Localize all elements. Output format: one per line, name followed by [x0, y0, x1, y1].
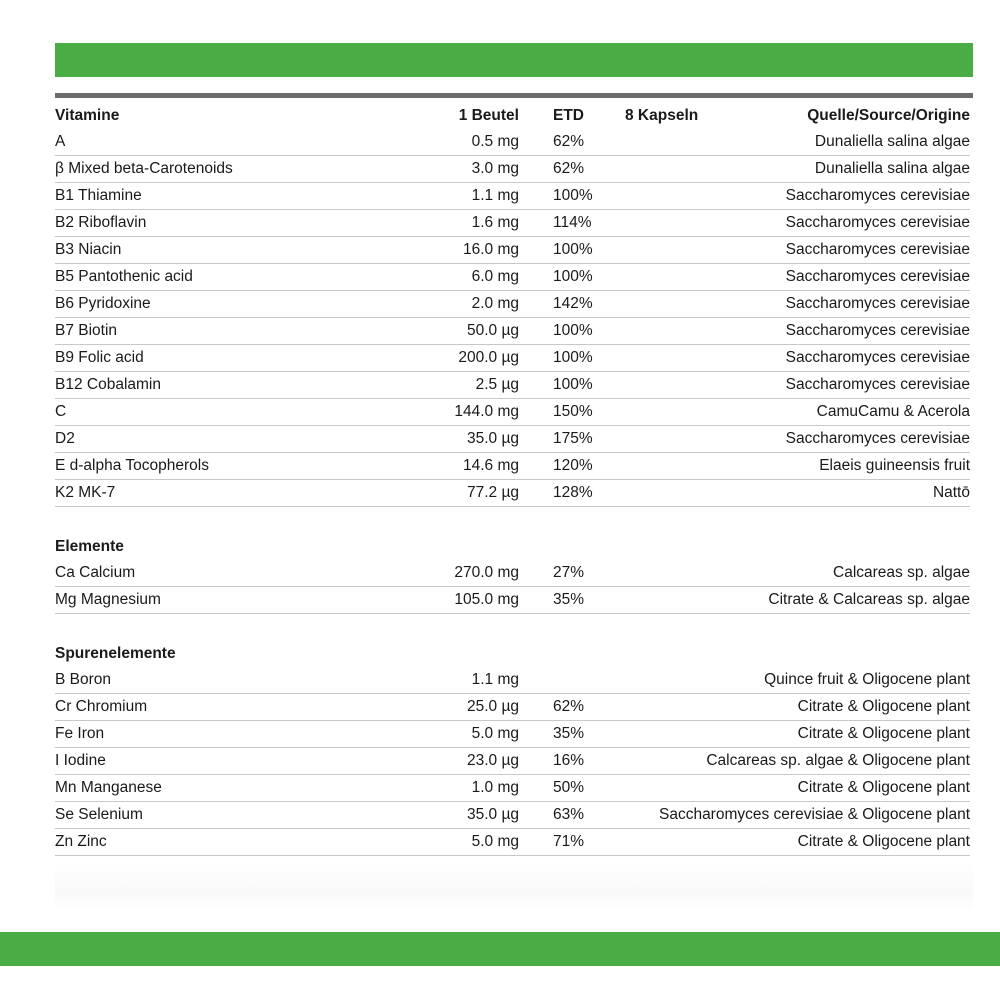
faded-footer-area [55, 862, 973, 912]
table-row [55, 399, 970, 426]
header-capsules: 8 Kapseln [625, 107, 699, 124]
table-row [55, 210, 970, 237]
row-source: Saccharomyces cerevisiae [785, 268, 970, 285]
row-etd: 100% [553, 187, 593, 204]
row-name: Fe Iron [55, 725, 105, 742]
row-amount: 35.0 µg [466, 430, 519, 447]
table-row [55, 237, 970, 264]
row-name: A [55, 133, 66, 150]
nutrition-table [55, 103, 970, 856]
row-source: Saccharomyces cerevisiae & Oligocene plant [658, 806, 970, 823]
top-green-bar [55, 43, 973, 77]
row-etd: 150% [553, 403, 593, 420]
table-row [55, 345, 970, 372]
table-row [55, 694, 970, 721]
row-source: Elaeis guineensis fruit [819, 457, 970, 474]
row-source: Dunaliella salina algae [814, 160, 970, 177]
table-row [55, 291, 970, 318]
row-name: B9 Folic acid [55, 349, 144, 366]
row-etd: 100% [553, 322, 593, 339]
trace-section [55, 667, 970, 856]
header-name: Vitamine [55, 107, 120, 124]
row-amount: 1.1 mg [471, 671, 519, 688]
row-etd: 16% [553, 752, 585, 769]
bottom-green-bar [0, 932, 1000, 966]
table-row [55, 264, 970, 291]
row-source: Citrate & Oligocene plant [797, 833, 970, 850]
row-amount: 2.5 µg [475, 376, 519, 393]
row-source: Dunaliella salina algae [814, 133, 970, 150]
row-amount: 0.5 mg [471, 133, 519, 150]
row-amount: 1.6 mg [471, 214, 519, 231]
row-etd: 62% [553, 160, 585, 177]
row-etd: 120% [553, 457, 593, 474]
elements-title: Elemente [55, 538, 124, 555]
row-name: Zn Zinc [55, 833, 107, 850]
row-name: B7 Biotin [55, 322, 118, 339]
row-etd: 35% [553, 591, 585, 608]
row-name: B5 Pantothenic acid [55, 268, 193, 285]
row-source: Citrate & Oligocene plant [797, 698, 970, 715]
row-name: B6 Pyridoxine [55, 295, 151, 312]
row-etd: 100% [553, 241, 593, 258]
row-name: B12 Cobalamin [55, 376, 161, 393]
row-name: Mn Manganese [55, 779, 162, 796]
row-source: Saccharomyces cerevisiae [785, 349, 970, 366]
row-etd: 62% [553, 133, 585, 150]
row-source: Saccharomyces cerevisiae [785, 187, 970, 204]
row-etd: 63% [553, 806, 585, 823]
row-etd: 100% [553, 376, 593, 393]
row-name: D2 [55, 430, 75, 447]
row-amount: 6.0 mg [471, 268, 519, 285]
row-amount: 50.0 µg [466, 322, 519, 339]
row-name: Se Selenium [55, 806, 143, 823]
row-source: Citrate & Oligocene plant [797, 779, 970, 796]
header-etd: ETD [553, 107, 584, 124]
row-amount: 23.0 µg [466, 752, 519, 769]
vitamins-section [55, 129, 970, 507]
row-etd: 50% [553, 779, 585, 796]
table-row [55, 129, 970, 156]
header-rule [55, 93, 973, 98]
row-name: β Mixed beta-Carotenoids [55, 160, 233, 177]
row-amount: 3.0 mg [471, 160, 519, 177]
table-row [55, 560, 970, 587]
row-source: Saccharomyces cerevisiae [785, 376, 970, 393]
row-etd: 62% [553, 698, 585, 715]
row-name: Cr Chromium [55, 698, 148, 715]
row-name: B1 Thiamine [55, 187, 142, 204]
row-etd: 114% [553, 214, 592, 231]
row-amount: 14.6 mg [462, 457, 519, 474]
row-amount: 105.0 mg [454, 591, 519, 608]
row-etd: 175% [553, 430, 593, 447]
table-header [55, 103, 970, 129]
trace-section-title [55, 641, 970, 667]
row-source: Nattō [932, 484, 970, 501]
table-row [55, 183, 970, 210]
row-amount: 77.2 µg [466, 484, 519, 501]
row-amount: 1.0 mg [471, 779, 519, 796]
row-name: I Iodine [55, 752, 106, 769]
row-etd: 142% [553, 295, 593, 312]
row-etd: 35% [553, 725, 585, 742]
table-row [55, 667, 970, 694]
row-source: Citrate & Oligocene plant [797, 725, 970, 742]
row-amount: 270.0 mg [454, 564, 519, 581]
table-row [55, 453, 970, 480]
row-etd: 100% [553, 268, 593, 285]
row-amount: 5.0 mg [471, 833, 519, 850]
row-name: E d-alpha Tocopherols [55, 457, 209, 474]
elements-section-title [55, 534, 970, 560]
row-etd: 27% [553, 564, 585, 581]
header-source: Quelle/Source/Origine [807, 107, 970, 124]
table-row [55, 802, 970, 829]
row-name: K2 MK-7 [55, 484, 116, 501]
row-name: Mg Magnesium [55, 591, 161, 608]
table-row [55, 748, 970, 775]
row-source: Saccharomyces cerevisiae [785, 295, 970, 312]
row-amount: 35.0 µg [466, 806, 519, 823]
table-row [55, 775, 970, 802]
header-amount: 1 Beutel [458, 107, 519, 124]
row-source: Saccharomyces cerevisiae [785, 241, 970, 258]
row-name: C [55, 403, 67, 420]
trace-title: Spurenelemente [55, 645, 176, 662]
row-name: Ca Calcium [55, 564, 136, 581]
row-source: Calcareas sp. algae [833, 564, 970, 581]
table-row [55, 426, 970, 453]
row-etd: 128% [553, 484, 593, 501]
elements-section [55, 560, 970, 614]
row-name: B Boron [55, 671, 112, 688]
row-amount: 144.0 mg [454, 403, 519, 420]
table-row [55, 480, 970, 507]
table-row [55, 372, 970, 399]
row-amount: 2.0 mg [471, 295, 519, 312]
row-amount: 200.0 µg [458, 349, 519, 366]
row-amount: 25.0 µg [466, 698, 519, 715]
row-source: Saccharomyces cerevisiae [785, 214, 970, 231]
row-amount: 1.1 mg [471, 187, 519, 204]
table-row [55, 587, 970, 614]
table-row [55, 318, 970, 345]
row-name: B3 Niacin [55, 241, 122, 258]
row-source: Saccharomyces cerevisiae [785, 322, 970, 339]
table-row [55, 829, 970, 856]
row-etd: 100% [553, 349, 593, 366]
row-source: CamuCamu & Acerola [816, 403, 970, 420]
row-source: Quince fruit & Oligocene plant [764, 671, 970, 688]
table-row [55, 721, 970, 748]
row-source: Saccharomyces cerevisiae [785, 430, 970, 447]
row-amount: 16.0 mg [462, 241, 519, 258]
row-source: Calcareas sp. algae & Oligocene plant [706, 752, 970, 769]
row-amount: 5.0 mg [471, 725, 519, 742]
row-etd: 71% [553, 833, 585, 850]
table-row [55, 156, 970, 183]
row-source: Citrate & Calcareas sp. algae [768, 591, 970, 608]
row-name: B2 Riboflavin [55, 214, 147, 231]
